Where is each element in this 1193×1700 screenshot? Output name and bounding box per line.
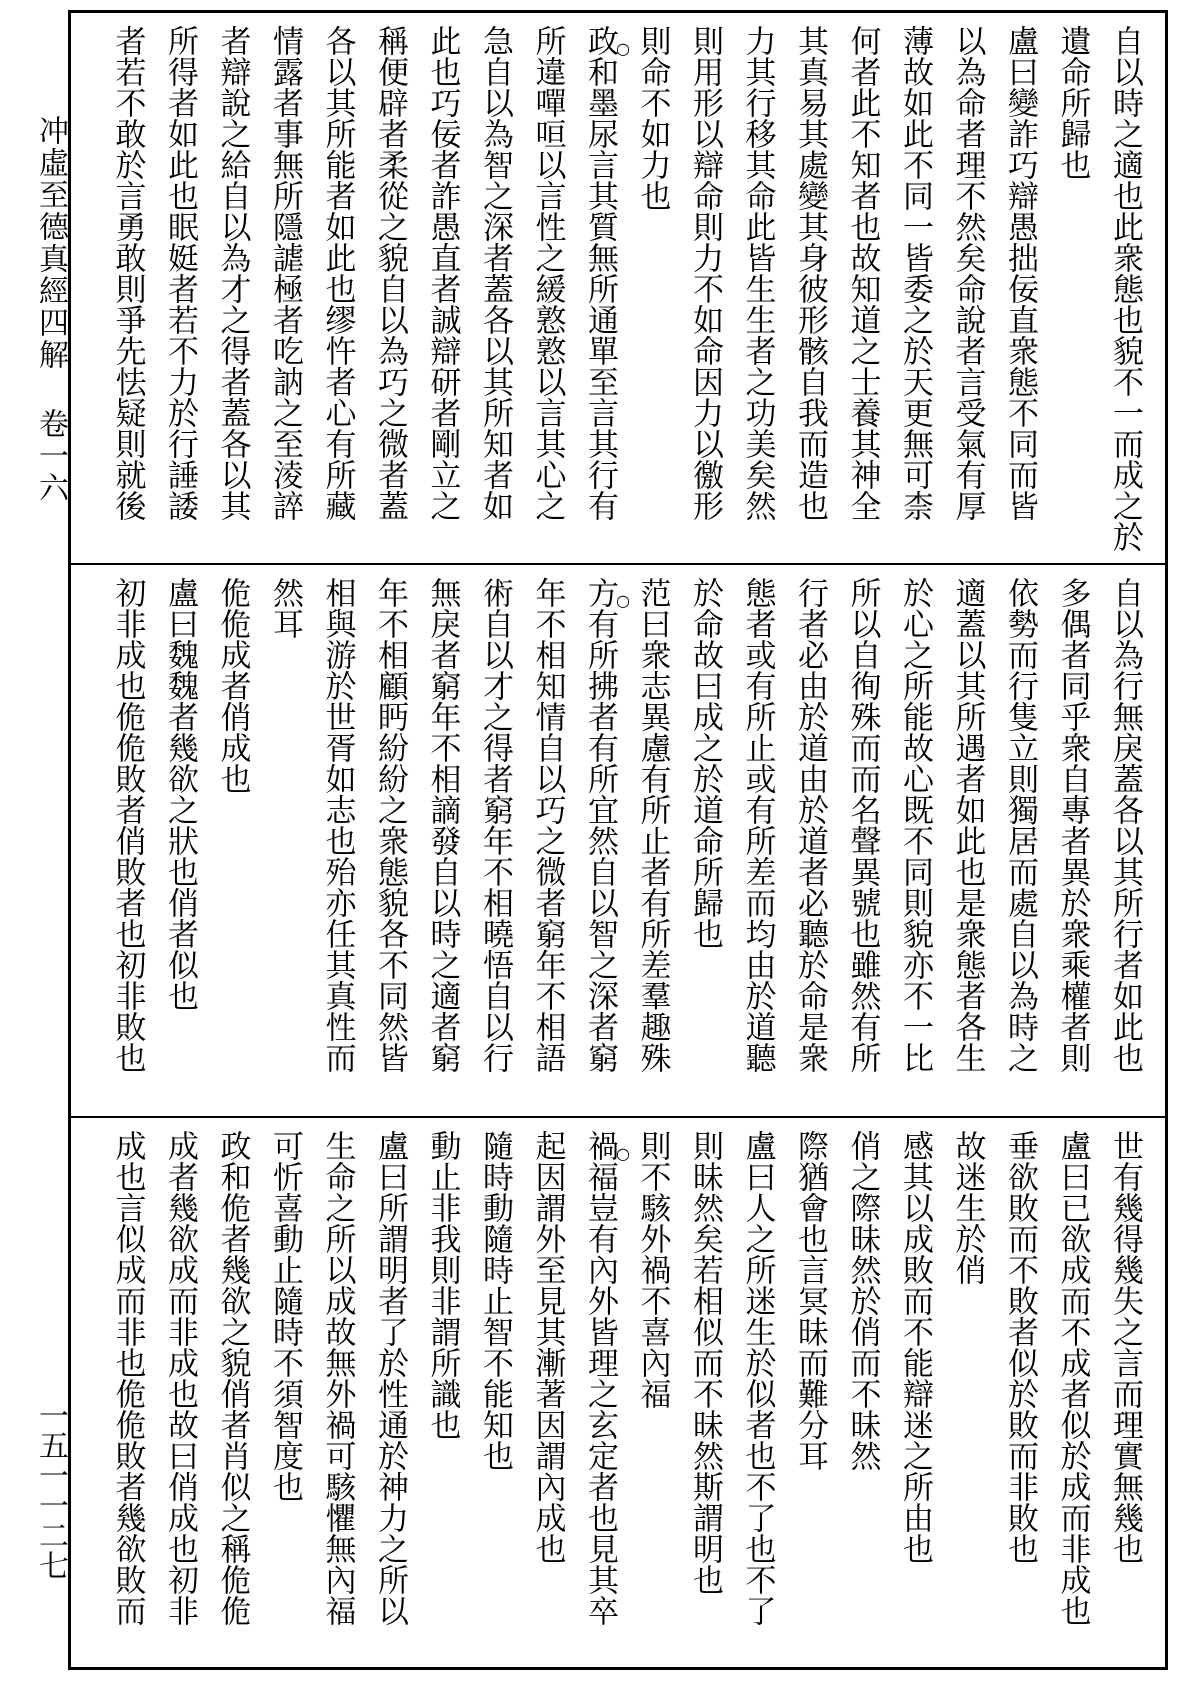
text-column: 以為命者理不然矣命說者言受氣有厚 (949, 25, 986, 521)
text-column: 盧曰人之所迷生於似者也不了也不了 (739, 1130, 776, 1626)
text-column: 年不相知情自以巧之微者窮年不相語 (529, 577, 566, 1073)
text-column: 自以時之適也此衆態也貌不一而成之於 (1107, 25, 1143, 552)
text-column: 者若不敢於言勇敢則爭先怯疑則就後 (109, 25, 146, 521)
text-column: 則用形以辯命則力不如命因力以徼形 (687, 25, 723, 521)
text-column: 則不駭外禍不喜內福 (634, 1130, 671, 1409)
text-column: 薄故如此不同一皆委之於天更無可柰 (897, 25, 933, 521)
text-column: 初非成也佹佹敗者俏敗者也初非敗也 (109, 577, 146, 1073)
text-column: 年不相顧眄紛紛之衆態貌各不同然皆 (372, 577, 408, 1073)
text-column: 際猶會也言冥昧而難分耳 (792, 1130, 828, 1471)
text-column: 感其以成敗而不能辯迷之所由也 (897, 1130, 933, 1564)
text-column: 無戾者窮年不相謫發自以時之適者窮 (424, 577, 461, 1073)
text-column: 起因謂外至見其漸著因謂內成也 (529, 1130, 566, 1564)
text-column: 各以其所能者如此也缪忤者心有所藏 (319, 25, 356, 521)
text-column: 多偶者同乎衆自專者異於衆乘權者則 (1054, 577, 1091, 1073)
text-column: 生命之所以成故無外禍可駭懼無內福 (319, 1130, 356, 1626)
text-column: 於命故曰成之於道命所歸也 (687, 577, 723, 949)
margin-page-number: 一五一一二七 (33, 1400, 68, 1580)
text-column: 隨時動隨時止智不能知也 (477, 1130, 513, 1471)
text-column: 范曰衆志異慮有所止者有所差羣趣殊 (634, 577, 671, 1073)
text-column: 佹佹成者俏成也 (214, 577, 251, 794)
text-panel-2 (71, 565, 1165, 1118)
text-column: 態者或有所止或有所差而均由於道聽 (739, 577, 776, 1073)
text-column: 依勢而行隻立則獨居而處自以為時之 (1002, 577, 1038, 1073)
text-column: 盧曰所謂明者了於性通於神力之所以 (372, 1130, 408, 1626)
punctuation-circle-icon: ○ (616, 1144, 630, 1163)
text-column: 方有所拂者有所宜然自以智之深者窮 (582, 577, 618, 1073)
text-column: 稱便辟者柔從之貌自以為巧之微者蓋 (372, 25, 408, 521)
text-column: 所得者如此也眠娗者若不力於行諈諉 (162, 25, 198, 521)
text-column: 其真易其處變其身彼形骸自我而造也 (792, 25, 828, 521)
text-column: 然耳 (267, 577, 303, 639)
text-column: 政和佹者幾欲之貌俏者肖似之稱佹佹 (214, 1130, 251, 1626)
text-column: 遺命所歸也 (1054, 25, 1091, 180)
text-column: 則昧然矣若相似而不昧然斯謂明也 (687, 1130, 723, 1595)
punctuation-circle-icon: ○ (616, 39, 630, 58)
text-column: 禍福豈有內外皆理之玄定者也見其卒 (582, 1130, 618, 1626)
text-column: 世有幾得幾失之言而理實無幾也 (1107, 1130, 1143, 1564)
text-column: 俏之際昧然於俏而不昧然 (844, 1130, 881, 1471)
text-column: 此也巧佞者詐愚直者誠辯研者剛立之 (424, 25, 461, 521)
text-column: 力其行移其命此皆生生者之功美矣然 (739, 25, 776, 521)
text-column: 者辯說之給自以為才之得者蓋各以其 (214, 25, 251, 521)
text-column: 急自以為智之深者蓋各以其所知者如 (477, 25, 513, 521)
text-column: 盧曰變詐巧辯愚拙佞直衆態不同而皆 (1002, 25, 1038, 521)
text-panel-3 (71, 1118, 1165, 1667)
text-column: 政和墨尿言其質無所通單至言其行有 (582, 25, 618, 521)
text-column: 情露者事無所隱謔極者吃訥之至淩誶 (267, 25, 303, 521)
punctuation-circle-icon: ○ (616, 591, 630, 610)
text-panel-1 (71, 13, 1165, 565)
text-column: 所違嘽咺以言性之緩憝憝以言其心之 (529, 25, 566, 521)
text-column: 自以為行無戾蓋各以其所行者如此也 (1107, 577, 1143, 1073)
text-column: 垂欲敗而不敗者似於敗而非敗也 (1002, 1130, 1038, 1564)
text-column: 動止非我則非謂所識也 (424, 1130, 461, 1440)
text-column: 成也言似成而非也佹佹敗者幾欲敗而 (109, 1130, 146, 1626)
text-column: 相與游於世胥如志也殆亦任其真性而 (319, 577, 356, 1073)
text-column: 可忻喜動止隨時不須智度也 (267, 1130, 303, 1502)
text-column: 於心之所能故心既不同則貌亦不一比 (897, 577, 933, 1073)
text-column: 則命不如力也 (634, 25, 671, 211)
text-column: 行者必由於道由於道者必聽於命是衆 (792, 577, 828, 1073)
text-column: 適蓋以其所遇者如此也是衆態者各生 (949, 577, 986, 1073)
text-column: 何者此不知者也故知道之士養其神全 (844, 25, 881, 521)
margin-book-title: 冲虛至德真經四解 卷一六 (33, 115, 68, 504)
text-column: 所以自徇殊而而名聲異號也雖然有所 (844, 577, 881, 1073)
page-frame (68, 10, 1168, 1670)
text-column: 盧曰魏魏者幾欲之狀也俏者似也 (162, 577, 198, 1011)
text-column: 術自以才之得者窮年不相曉悟自以行 (477, 577, 513, 1073)
text-column: 盧曰已欲成而不成者似於成而非成也 (1054, 1130, 1091, 1626)
text-column: 成者幾欲成而非成也故曰俏成也初非 (162, 1130, 198, 1626)
text-column: 故迷生於俏 (949, 1130, 986, 1285)
